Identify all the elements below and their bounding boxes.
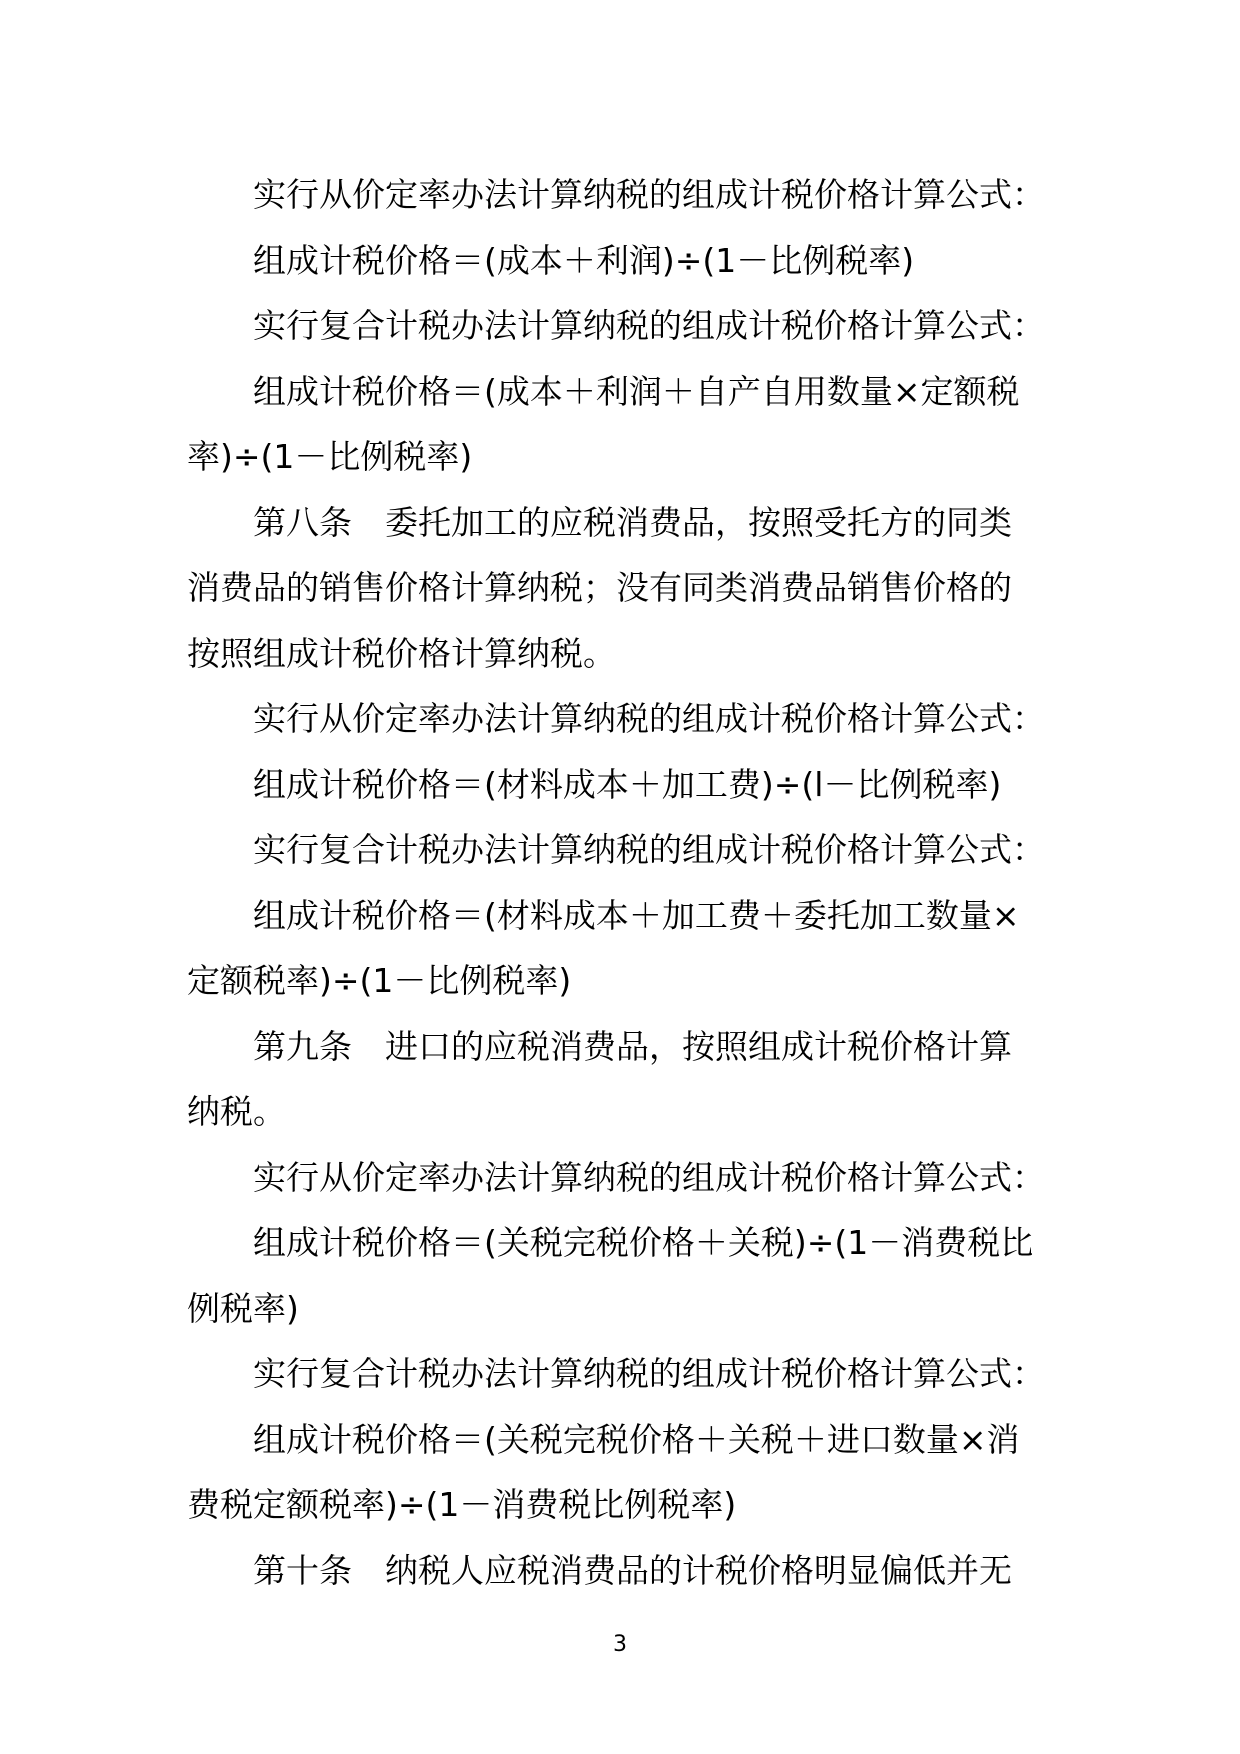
text-line: 消费品的销售价格计算纳税；没有同类消费品销售价格的 (187, 568, 1012, 607)
formula-line-continuation: 率)÷(1－比例税率) (187, 437, 473, 476)
text-line: 实行复合计税办法计算纳税的组成计税价格计算公式： (253, 306, 1045, 345)
text-line: 纳税。 (187, 1092, 286, 1131)
formula-line: 组成计税价格＝(关税完税价格＋关税)÷(1－消费税比 (253, 1223, 1034, 1262)
formula-line: 组成计税价格＝(关税完税价格＋关税＋进口数量×消 (253, 1419, 1020, 1459)
formula-line: 组成计税价格＝(材料成本＋加工费＋委托加工数量× (253, 895, 1020, 935)
text-line: 按照组成计税价格计算纳税。 (187, 633, 616, 673)
formula-line-continuation: 费税定额税率)÷(1－消费税比例税率) (187, 1485, 737, 1524)
formula-line-continuation: 例税率) (187, 1288, 299, 1328)
text-line: 实行从价定率办法计算纳税的组成计税价格计算公式： (253, 699, 1045, 738)
text-line: 实行复合计税办法计算纳税的组成计税价格计算公式： (253, 830, 1045, 869)
article-8-heading: 第八条 委托加工的应税消费品，按照受托方的同类 (253, 502, 1012, 542)
text-line: 实行从价定率办法计算纳税的组成计税价格计算公式： (253, 175, 1045, 214)
formula-line: 组成计税价格＝(成本＋利润＋自产自用数量×定额税 (253, 371, 1020, 411)
formula-line-continuation: 定额税率)÷(1－比例税率) (187, 961, 572, 1000)
article-9-heading: 第九条 进口的应税消费品，按照组成计税价格计算 (253, 1026, 1012, 1066)
article-10-heading: 第十条 纳税人应税消费品的计税价格明显偏低并无 (253, 1550, 1012, 1590)
body-text (187, 162, 1057, 1603)
text-line: 实行复合计税办法计算纳税的组成计税价格计算公式： (253, 1354, 1045, 1393)
page-number: 3 (613, 1632, 627, 1657)
text-line: 实行从价定率办法计算纳税的组成计税价格计算公式： (253, 1157, 1045, 1197)
formula-line: 组成计税价格＝(材料成本＋加工费)÷(l－比例税率) (253, 764, 1002, 804)
formula-line: 组成计税价格＝(成本＋利润)÷(1－比例税率) (253, 240, 915, 280)
